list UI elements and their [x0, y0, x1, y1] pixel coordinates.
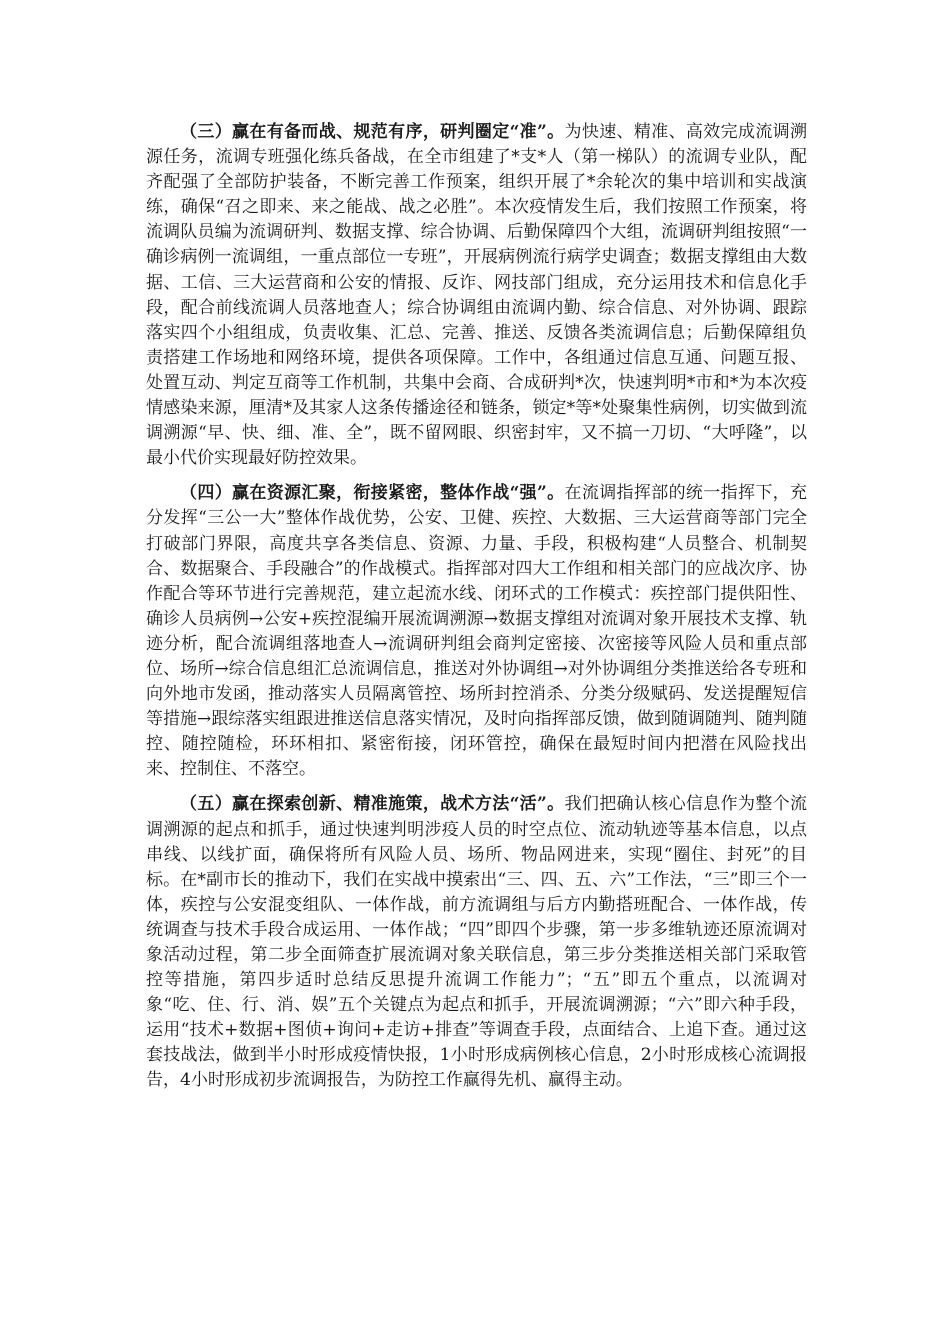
paragraph-3 [146, 120, 807, 471]
paragraph-text: 在流调指挥部的统一指挥下，充分发挥“三公一大”整体作战优势，公安、卫健、疾控、大数据、三大运营商等部门完全打破部门界限，高度共享各类信息、资源、力量、手段，积极构建“人员整合、机制契合、数据聚合、手段融合”的作战模式。指挥部对四大工作组和相关部门的应战次序、协作配合等环节进行完善规范，建立起流水线、闭环式的工作模式：疾控部门提供阳性、确诊人员病例→公安+疾控混编开展流调溯源→数据支撑组对流调对象开展技术支撑、轨迹分析，配合流调组落地查人→流调研判组会商判定密接、次密接等风险人员和重点部位、场所→综合信息组汇总流调信息，推送对外协调组→对外协调组分类推送给各专班和向外地市发函，推动落实人员隔离管控、场所封控消杀、分类分级赋码、发送提醒短信等措施→跟综落实组跟进推送信息落实情况，及时向指挥部反馈，做到随调随判、随判随控、随控随检，环环相扣、紧密衔接，闭环管控，确保在最短时间内把潜在风险找出来、控制住、不落空。 [146, 483, 808, 780]
paragraph-heading: （四）赢在资源汇聚，衔接紧密，整体作战“强”。 [180, 483, 565, 504]
paragraph-heading: （三）赢在有备而战、规范有序，研判圈定“准”。 [180, 122, 565, 142]
paragraph-text: 我们把确认核心信息作为整个流调溯源的起点和抓手，通过快速判明涉疫人员的时空点位、流动轨迹等基本信息，以点串线、以线扩面，确保将所有风险人员、场所、物品网进来，实现“圈住、封死”的目标。在*副市长的推动下，我们在实战中摸索出“三、四、五、六”工作法，“三”即三个一体，疾控与公安混变组队、一体作战，前方流调组与后方内勤搭班配合、一体作战，传统调查与技术手段合成运用、一体作战；“四”即四个步骤，第一步多维轨迹还原流调对象活动过程，第二步全面筛查扩展流调对象关联信息，第三步分类推送相关部门采取管控等措施，第四步适时总结反思提升流调工作能力”；“五”即五个重点，以流调对象“吃、住、行、消、娱”五个关键点为起点和抓手，开展流调溯源；“六”即六种手段，运用“技术+数据+图侦+询问+走访+排查”等调查手段，点面结合、上追下查。通过这套技战法，做到半小时形成疫情快报，1小时形成病例核心信息，2小时形成核心流调报告，4小时形成初步流调报告，为防控工作赢得先机、赢得主动。 [146, 794, 808, 1091]
paragraph-4 [146, 481, 807, 782]
paragraph-5 [146, 792, 807, 1093]
paragraph-heading: （五）赢在探索创新、精准施策，战术方法“活”。 [180, 794, 565, 815]
document-body [146, 120, 807, 1104]
paragraph-text: 为快速、精准、高效完成流调溯源任务，流调专班强化练兵备战，在全市组建了*支*人（第一梯队）的流调专业队，配齐配强了全部防护装备，不断完善工作预案，组织开展了*余轮次的集中培训和实战演练，确保“召之即来、来之能战、战之必胜”。本次疫情发生后，我们按照工作预案，将流调队员编为流调研判、数据支撑、综合协调、后勤保障四个大组，流调研判组按照“一确诊病例一流调组，一重点部位一专班”，开展病例流行病学史调查；数据支撑组由大数据、工信、三大运营商和公安的情报、反诈、网技部门组成，充分运用技术和信息化手段，配合前线流调人员落地查人；综合协调组由流调内勤、综合信息、对外协调、跟踪落实四个小组组成，负责收集、汇总、完善、推送、反馈各类流调信息；后勤保障组负责搭建工作场地和网络环境，提供各项保障。工作中，各组通过信息互通、问题互报、处置互动、判定互商等工作机制，共集中会商、合成研判*次，快速判明*市和*为本次疫情感染来源，厘清*及其家人这条传播途径和链条，锁定*等*处聚集性病例，切实做到流调溯源“早、快、细、准、全”，既不留网眼、织密封牢，又不搞一刀切、“大呼隆”，以最小代价实现最好防控效果。 [146, 122, 808, 469]
